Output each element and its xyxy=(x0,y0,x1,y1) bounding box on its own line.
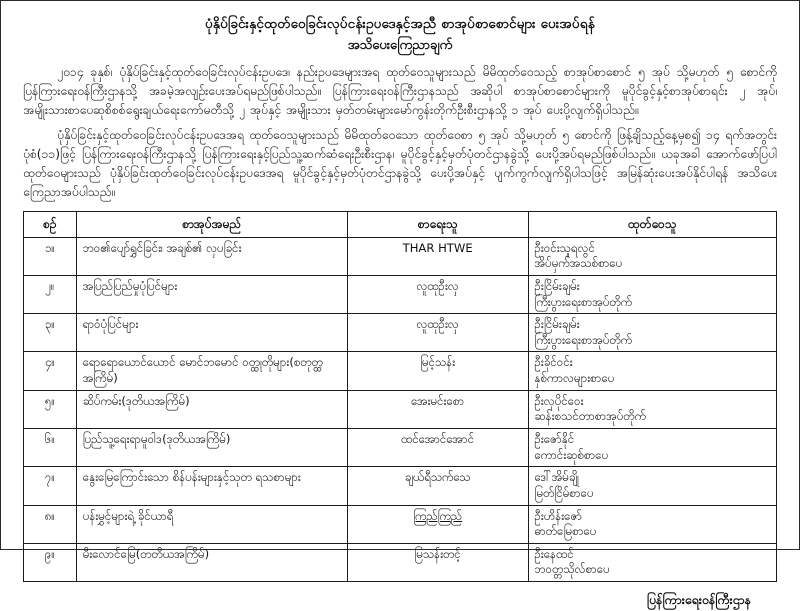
cell-publisher xyxy=(528,429,777,467)
table-row xyxy=(24,314,777,352)
cell-publisher xyxy=(528,467,777,505)
table-row xyxy=(24,429,777,467)
table-row xyxy=(24,505,777,543)
cell-author: မြင့်သန်း xyxy=(347,352,528,390)
publisher-house: မြတ်ငြိမ်စာပေ xyxy=(534,485,594,500)
signature-line: ပြန်ကြားရေးဝန်ကြီးဌာန xyxy=(646,592,751,608)
publisher-name: ဦးနေထင် xyxy=(534,546,574,561)
cell-author: ချယ်ရီသက်သေ xyxy=(347,467,528,505)
publisher-house: ဓာတ်မြေစာပေ xyxy=(534,524,597,539)
cell-no: ၇။ xyxy=(24,467,77,505)
table-row xyxy=(24,237,777,275)
table-row xyxy=(24,543,777,581)
publisher-name: ဒေါ်အိမ်ချို xyxy=(534,470,579,485)
cell-title: ဘဝ၏ပျော်ရွှင်ခြင်း၊ အချစ်၏ လှပခြင်း xyxy=(76,237,347,275)
cell-title: နွေးမြေကြောင်းသော စိန်ပန်းများနှင့်သုတ ရသစာများ xyxy=(76,467,347,505)
publisher-name: ဦးဝင်းသူရလွင် xyxy=(534,240,595,255)
publisher-name: ဦးငြိမ်းချမ်း xyxy=(534,278,580,293)
publisher-name: ဦးလှပိုင်ဝေး xyxy=(534,393,584,408)
column-header-author: စာရေးသူ xyxy=(347,212,528,237)
publisher-name: ဦးဇော်နိုင် xyxy=(534,432,575,446)
column-header-title: စာအုပ်အမည် xyxy=(76,212,347,237)
table-header-row xyxy=(24,212,777,237)
publisher-house: ကောင်းဆုစ်စာပေ xyxy=(534,447,609,462)
cell-title: ရောရောယောင်ယောင် မောင်ဘမောင် ဝတ္ထုတိုများ(စတုတ္ထအကြိမ်) xyxy=(76,352,347,390)
cell-no: ၉။ xyxy=(24,543,77,581)
paragraph-1: ၂၀၁၄ ခုနှစ်၊ ပုံနှိပ်ခြင်းနှင့်ထုတ်ဝေခြင်းလုပ်ငန်းဥပဒေ၊ နည်းဥပဒေများအရ ထုတ်ဝေသူများသည် မိမိထုတ်ဝေသည့် စာအုပ်စာစောင် ၅ အုပ် သို့မဟုတ် ၅ စောင်ကို ပြန်ကြားရေးဝန်ကြီးဌာနသို့ အခမဲ့အလျဉ်းပေးအပ်ရမည်ဖြစ်ပါသည်။ ပြန်ကြားရေးဝန်ကြီးဌာနသည် အဆိုပါ စာအုပ်စာစောင်များကို မူပိုင်ခွင့်နှင့်စာအုပ်စာရင်း ၂ အုပ်၊ အမျိုးသားစာပေဆုစိစစ်ရွေးချယ်ရေးကော်မတီသို့ ၂ အုပ်နှင့် အမျိုးသား မှတ်တမ်းများမော်ကွန်းတိုက်ဦးစီးဌာနသို့ ၁ အုပ် ပေးပို့လျက်ရှိပါသည်။ xyxy=(23,65,777,117)
column-header-no: စဉ် xyxy=(24,212,77,237)
cell-no: ၂။ xyxy=(24,275,77,313)
cell-author: လူထုဦးလှ xyxy=(347,275,528,313)
cell-no: ၆။ xyxy=(24,429,77,467)
publisher-house: ကြီးပွားရေးစာအုပ်တိုက် xyxy=(534,294,633,309)
publisher-name: ဦးဟိန်းဇော် xyxy=(534,508,583,523)
cell-publisher xyxy=(528,314,777,352)
cell-author: အေးမင်းစော xyxy=(347,390,528,428)
cell-no: ၄။ xyxy=(24,352,77,390)
document-header xyxy=(23,15,777,55)
cell-no: ၅။ xyxy=(24,390,77,428)
table-row xyxy=(24,352,777,390)
cell-publisher xyxy=(528,352,777,390)
cell-title: ရာဝံပုံပြင်များ xyxy=(76,314,347,352)
publisher-name: ဦးငြိမ်းချမ်း xyxy=(534,317,580,332)
cell-author: THAR HTWE xyxy=(347,237,528,275)
cell-publisher xyxy=(528,543,777,581)
cell-no: ၃။ xyxy=(24,314,77,352)
column-header-publisher: ထုတ်ဝေသူ xyxy=(528,212,777,237)
page-title-line-2: အသိပေးကြေညာချက် xyxy=(347,37,453,53)
cell-publisher xyxy=(528,275,777,313)
cell-author: ထင်အောင်အောင် xyxy=(347,429,528,467)
cell-title: ပြည်သူ့ရေးရာမူဝါဒ(ဒုတိယအကြိမ်) xyxy=(76,429,347,467)
cell-author: ကြည်ကြည် xyxy=(347,505,528,543)
cell-no: ၈။ xyxy=(24,505,77,543)
cell-author: မြသန်းတင့် xyxy=(347,543,528,581)
publisher-house: ဆန်းစသင်တာစာအုပ်တိုက် xyxy=(534,409,647,424)
publisher-house: နှစ်ကာလများစာပေ xyxy=(534,371,615,386)
publications-table xyxy=(23,211,777,582)
publisher-house: ဘဝတ္တသိုလ်စာပေ xyxy=(534,562,610,577)
cell-publisher xyxy=(528,390,777,428)
page-title-line-1: ပုံနှိပ်ခြင်းနှင့်ထုတ်ဝေခြင်းလုပ်ငန်းဥပဒေနှင့်အညီ စာအုပ်စာစောင်များ ပေးအပ်ရန် xyxy=(205,16,595,32)
publisher-house: ကြီးပွားရေးစာအုပ်တိုက် xyxy=(534,332,633,347)
cell-no: ၁။ xyxy=(24,237,77,275)
publisher-name: ဦးခိုင်ဝင်း xyxy=(534,355,573,370)
cell-publisher xyxy=(528,505,777,543)
cell-publisher xyxy=(528,237,777,275)
cell-title: ပန်းမွှင့်များရဲ့ ခိုင်ယာရီ xyxy=(76,505,347,543)
paragraph-2: ပုံနှိပ်ခြင်းနှင့်ထုတ်ဝေခြင်းလုပ်ငန်းဥပဒေအရ ထုတ်ဝေသူများသည် မိမိထုတ်ဝေသော ထုတ်ဝေစာ ၅ အုပ် သို့မဟုတ် ၅ စောင်ကို ဖြန့်ချိသည့်နေ့မှစ၍ ၁၄ ရက်အတွင်း ပုံစံ(၁၁)ဖြင့် ပြန်ကြားရေးဝန်ကြီးဌာနသို့ ပြန်ကြားရေးနှင့်ပြည်သူ့ဆက်ဆံရေးဦးစီးဌာန၊ မူပိုင်ခွင့်နှင့်မှတ်ပုံတင်ဌာနခွဲသို့ ပေးပို့အပ်ရမည်ဖြစ်ပါသည်။ ယခုအခါ အောက်ဖော်ပြပါထုတ်ဝေများသည် ပုံနှိပ်ခြင်းထုတ်ဝေခြင်းလုပ်ငန်းဥပဒေအရ မူပိုင်ခွင့်နှင့်မှတ်ပုံတင်ဌာနခွဲသို့ ပေးပို့အပ်နှင့် ပျက်ကွက်လျက်ရှိပါသဖြင့် အမြန်ဆုံးပေးအပ်နိုင်ပါရန် အသိပေးကြေညာအပ်ပါသည်။ xyxy=(23,127,777,199)
table-row xyxy=(24,275,777,313)
cell-title: အပြည်ပြည်မှုပုံပြင်များ xyxy=(76,275,347,313)
table-row xyxy=(24,390,777,428)
cell-author: လူထုဦးလှ xyxy=(347,314,528,352)
cell-title: မီးလောင်မြေ(တတိယအကြိမ်) xyxy=(76,543,347,581)
table-row xyxy=(24,467,777,505)
cell-title: ဆိပ်ကမ်း(ဒုတိယအကြိမ်) xyxy=(76,390,347,428)
publisher-house: အိပ်မှက်အသစ်စာပေ xyxy=(534,256,623,271)
